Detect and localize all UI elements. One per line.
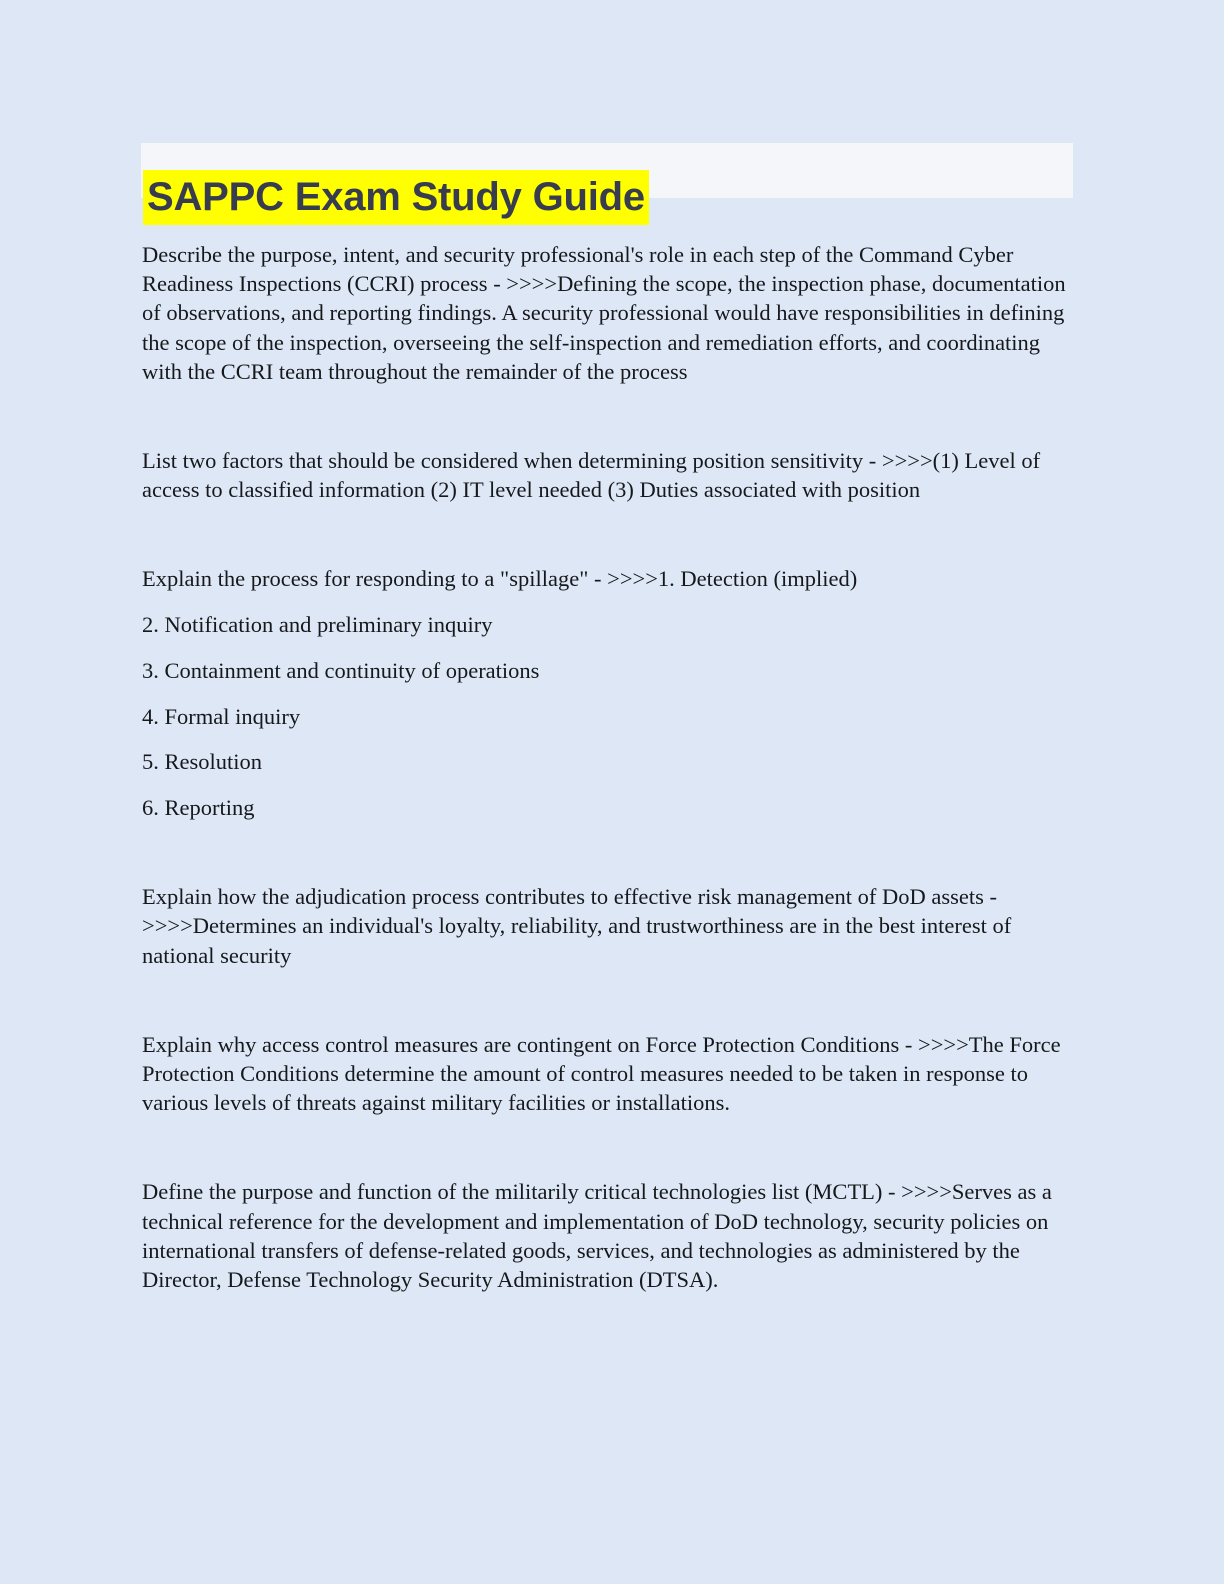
- entry-spillage: [142, 564, 1072, 822]
- entry-ccri: Describe the purpose, intent, and security professional's role in each step of the Command Cyber Readiness Inspections (CCRI) process - >>>>Defining the scope, the inspection phase, documentation of observations, and reporting findings. A security professional would have responsibilities in defining the scope of the inspection, overseeing the self-inspection and remediation efforts, and coordinating with the CCRI team throughout the remainder of the process: [142, 242, 1066, 384]
- entry-force-protection: Explain why access control measures are contingent on Force Protection Conditions - >>>>The Force Protection Conditions determine the amount of control measures needed to be taken in response to various levels of threats against military facilities or installations.: [142, 1031, 1061, 1116]
- spillage-step-4: 4. Formal inquiry: [142, 703, 301, 729]
- entry-mctl: Define the purpose and function of the militarily critical technologies list (MCTL) - >>>>Serves as a technical reference for the development and implementation of DoD technology, security policies on international transfers of defense-related goods, services, and technologies as administered by the Director, Defense Technology Security Administration (DTSA).: [142, 1179, 1052, 1292]
- spillage-step-2: 2. Notification and preliminary inquiry: [142, 612, 493, 638]
- entry-adjudication: Explain how the adjudication process contributes to effective risk management of DoD assets - >>>>Determines an individual's loyalty, reliability, and trustworthiness are in the best interest of national security: [142, 884, 1012, 968]
- entry-spillage-prompt: Explain the process for responding to a "spillage" - >>>>1. Detection (implied): [142, 566, 858, 592]
- spillage-step-3: 3. Containment and continuity of operations: [142, 657, 540, 683]
- spillage-step-6: 6. Reporting: [142, 794, 255, 820]
- document-body: [142, 240, 1072, 1294]
- page-title: SAPPC Exam Study Guide: [143, 170, 649, 225]
- entry-position-sensitivity: List two factors that should be considered when determining position sensitivity - >>>>(1) Level of access to classified information (2) IT level needed (3) Duties associated with position: [142, 448, 1041, 503]
- spillage-step-5: 5. Resolution: [142, 749, 263, 775]
